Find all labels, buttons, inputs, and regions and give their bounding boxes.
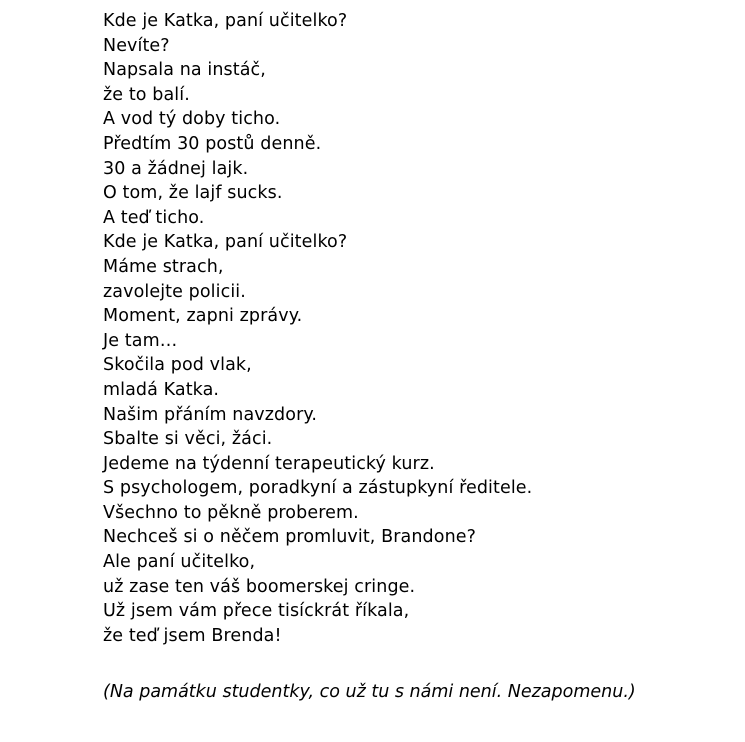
poem-text — [103, 9, 532, 648]
poem-line: že teď jsem Brenda! — [103, 625, 282, 646]
poem-line: Už jsem vám přece tisíckrát říkala, — [103, 601, 410, 622]
poem-line: A teď ticho. — [103, 207, 205, 228]
poem-line: Kde je Katka, paní učitelko? — [103, 11, 348, 31]
dedication-note: (Na památku studentky, co už tu s námi není. Nezapomenu.) — [103, 682, 636, 702]
poem-line: že to balí. — [103, 84, 190, 105]
poem-line: Skočila pod vlak, — [103, 355, 252, 376]
poem-line: Sbalte si věci, žáci. — [103, 429, 273, 450]
poem-line: Našim přáním navzdory. — [103, 404, 317, 425]
poem-line: Předtím 30 postů denně. — [103, 133, 322, 154]
poem-line: Všechno to pěkně proberem. — [103, 502, 359, 523]
poem-line: 30 a žádnej lajk. — [103, 158, 249, 179]
poem-line: Jedeme na týdenní terapeutický kurz. — [103, 453, 435, 474]
poem-line: O tom, že lajf sucks. — [103, 183, 283, 204]
poem-line: Nechceš si o něčem promluvit, Brandone? — [103, 527, 477, 548]
poem-line: zavolejte policii. — [103, 281, 246, 302]
poem-line: A vod tý doby ticho. — [103, 109, 281, 130]
poem-line: S psychologem, poradkyní a zástupkyní ředitele. — [103, 478, 533, 499]
poem-line: mladá Katka. — [103, 379, 220, 400]
poem-line: Ale paní učitelko, — [103, 552, 256, 573]
poem-line: už zase ten váš boomerskej cringe. — [103, 576, 416, 597]
poem-line: Kde je Katka, paní učitelko? — [103, 232, 348, 253]
poem-line: Moment, zapni zprávy. — [103, 306, 303, 327]
poem-line: Nevíte? — [103, 35, 170, 56]
poem-line: Napsala na instáč, — [103, 60, 266, 81]
poem-line: Máme strach, — [103, 256, 224, 277]
poem-line: Je tam… — [103, 330, 178, 351]
